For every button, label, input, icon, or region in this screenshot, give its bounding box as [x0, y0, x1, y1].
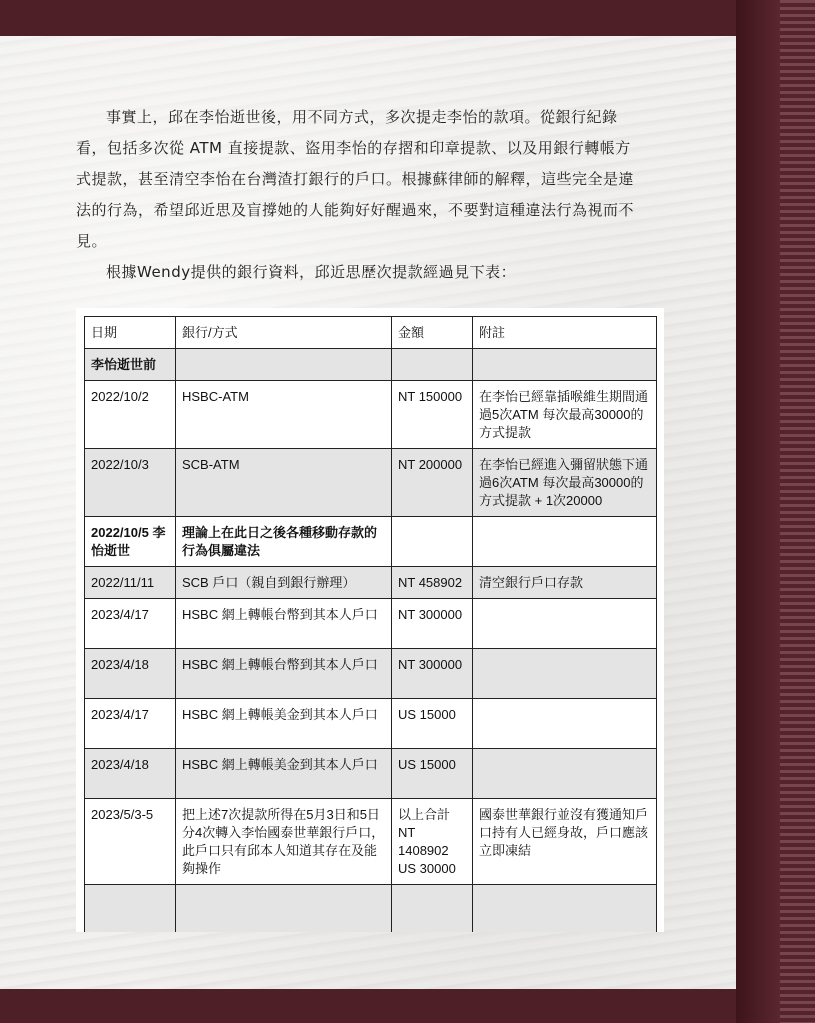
cell-method: HSBC 網上轉帳美金到其本人戶口: [176, 699, 392, 749]
cell-note: 在李怡已經進入彌留狀態下通過6次ATM 每次最高30000的方式提款 + 1次20000: [473, 449, 657, 517]
withdrawal-table: [84, 316, 657, 932]
cell-date: 2022/10/3: [85, 449, 176, 517]
table-row: [85, 381, 657, 449]
table-row: [85, 699, 657, 749]
table-row: [85, 799, 657, 885]
cell-method: HSBC 網上轉帳台幣到其本人戶口: [176, 649, 392, 699]
table-row: [85, 349, 657, 381]
cell-note: [473, 649, 657, 699]
book-spine: [780, 0, 815, 1023]
cell-note: 在李怡已經靠插喉維生期間通過5次ATM 每次最高30000的方式提款: [473, 381, 657, 449]
cell-date: [85, 885, 176, 933]
cell-date: 2023/5/3-5: [85, 799, 176, 885]
cell-amount: NT 458902: [392, 567, 473, 599]
table-row: [85, 517, 657, 567]
cell-date: 2023/4/18: [85, 749, 176, 799]
cell-amount: [392, 885, 473, 933]
table-row: [85, 649, 657, 699]
table-row: [85, 885, 657, 933]
table-row: [85, 599, 657, 649]
cell-note: [473, 599, 657, 649]
table-header-row: [85, 317, 657, 349]
cell-date: 2022/11/11: [85, 567, 176, 599]
cell-note: [473, 885, 657, 933]
cell-note: [473, 349, 657, 381]
header-date: 日期: [85, 317, 176, 349]
cell-amount: US 15000: [392, 749, 473, 799]
cell-date: 2023/4/18: [85, 649, 176, 699]
cell-method: [176, 885, 392, 933]
cell-amount: NT 200000: [392, 449, 473, 517]
article-body: [76, 102, 636, 288]
cell-amount: NT 300000: [392, 599, 473, 649]
cell-amount: 以上合計 NT 1408902 US 30000: [392, 799, 473, 885]
header-method: 銀行/方式: [176, 317, 392, 349]
cell-method: HSBC 網上轉帳美金到其本人戶口: [176, 749, 392, 799]
cell-amount: US 15000: [392, 699, 473, 749]
header-note: 附註: [473, 317, 657, 349]
cell-method: SCB 戶口（親自到銀行辦理）: [176, 567, 392, 599]
cell-note: 清空銀行戶口存款: [473, 567, 657, 599]
cell-note: [473, 517, 657, 567]
cell-date: 2023/4/17: [85, 699, 176, 749]
table-row: [85, 749, 657, 799]
cell-method: HSBC-ATM: [176, 381, 392, 449]
cell-method: SCB-ATM: [176, 449, 392, 517]
cell-method: HSBC 網上轉帳台幣到其本人戶口: [176, 599, 392, 649]
cell-date: 2022/10/2: [85, 381, 176, 449]
cell-method: 理論上在此日之後各種移動存款的行為俱屬違法: [176, 517, 392, 567]
cell-amount: [392, 349, 473, 381]
cell-method: [176, 349, 392, 381]
book-gutter-shadow: [736, 0, 780, 1023]
cell-date: 2022/10/5 李怡逝世: [85, 517, 176, 567]
cell-method: 把上述7次提款所得在5月3日和5日分4次轉入李怡國泰世華銀行戶口，此戶口只有邱本人知道其存在及能夠操作: [176, 799, 392, 885]
cell-date: 李怡逝世前: [85, 349, 176, 381]
withdrawal-table-image: [76, 308, 664, 932]
cell-amount: NT 300000: [392, 649, 473, 699]
table-row: [85, 567, 657, 599]
cell-note: 國泰世華銀行並沒有獲通知戶口持有人已經身故，戶口應該立即凍結: [473, 799, 657, 885]
cell-date: 2023/4/17: [85, 599, 176, 649]
header-amount: 金額: [392, 317, 473, 349]
cell-amount: [392, 517, 473, 567]
paragraph-1: 事實上，邱在李怡逝世後，用不同方式，多次提走李怡的款項。從銀行紀錄看，包括多次從 ATM 直接提款、盜用李怡的存摺和印章提款、以及用銀行轉帳方式提款，甚至清空李怡在台灣渣打銀行的戶口。根據蘇律師的解釋，這些完全是違法的行為，希望邱近思及盲撐她的人能夠好好醒過來，不要對這種違法行為視而不見。: [76, 108, 635, 250]
cell-amount: NT 150000: [392, 381, 473, 449]
paragraph-2: 根據Wendy提供的銀行資料，邱近思歷次提款經過見下表：: [106, 263, 517, 281]
cell-note: [473, 749, 657, 799]
cell-note: [473, 699, 657, 749]
table-row: [85, 449, 657, 517]
